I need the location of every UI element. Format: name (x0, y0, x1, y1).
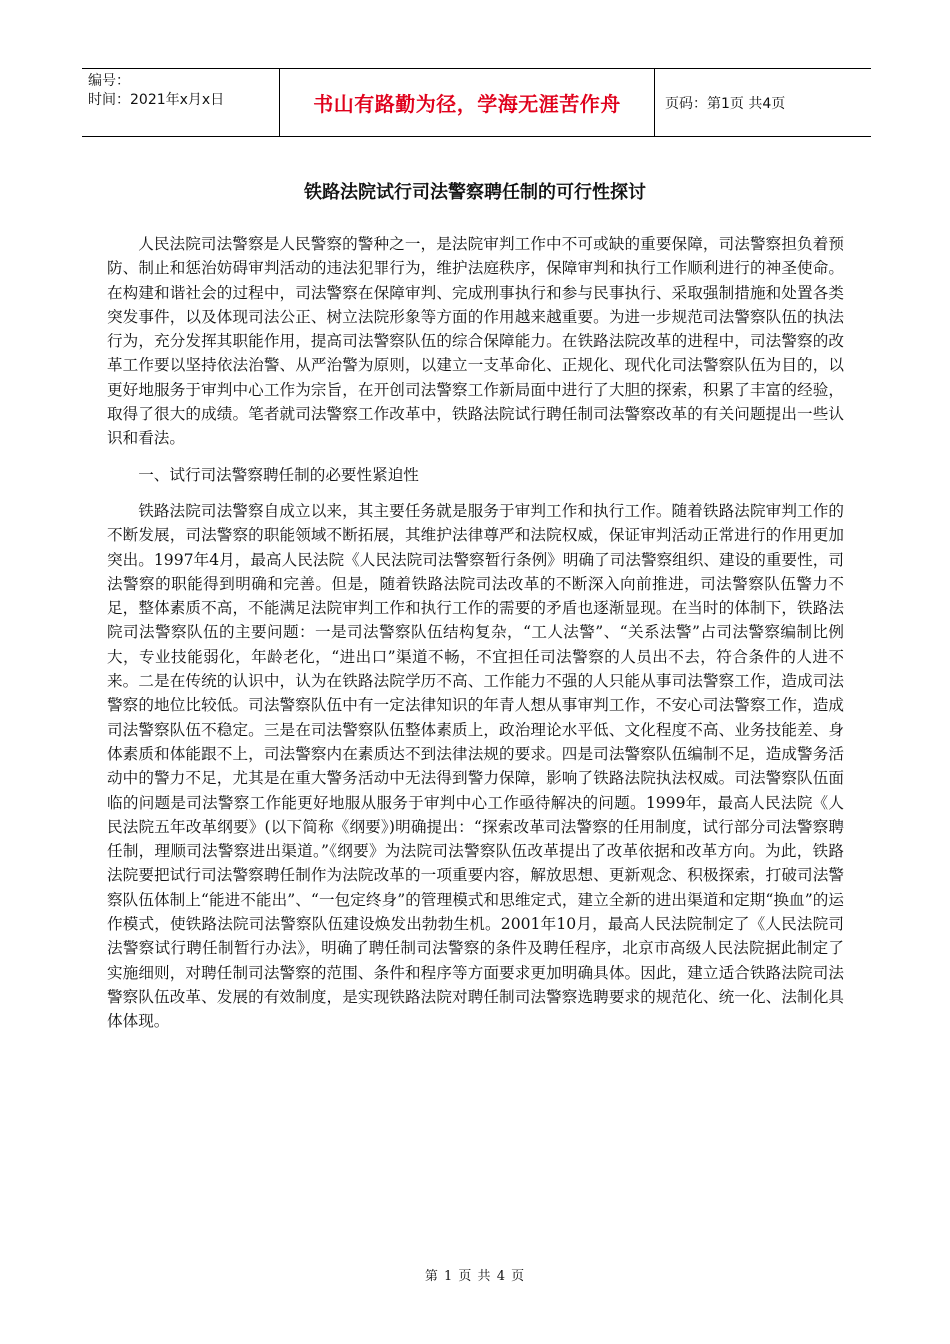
document-header (82, 68, 871, 137)
paragraph-intro: 人民法院司法警察是人民警察的警种之一，是法院审判工作中不可或缺的重要保障，司法警察担负着预防、制止和惩治妨碍审判活动的违法犯罪行为，维护法庭秩序，保障审判和执行工作顺利进行的神圣使命。在构建和谐社会的过程中，司法警察在保障审判、完成刑事执行和参与民事执行、采取强制措施和处置各类突发事件，以及体现司法公正、树立法院形象等方面的作用越来越重要。为进一步规范司法警察队伍的执法行为，充分发挥其职能作用，提高司法警察队伍的综合保障能力。在铁路法院改革的进程中，司法警察的改革工作要以坚持依法治警、从严治警为原则，以建立一支革命化、正规化、现代化司法警察队伍为目的，以更好地服务于审判中心工作为宗旨，在开创司法警察工作新局面中进行了大胆的探索，积累了丰富的经验，取得了很大的成绩。笔者就司法警察工作改革中，铁路法院试行聘任制司法警察改革的有关问题提出一些认识和看法。 (107, 235, 844, 448)
header-meta (82, 69, 280, 136)
document-body (107, 232, 844, 1034)
date-label: 时间：2021年x月x日 (88, 92, 225, 108)
paragraph-section-1: 铁路法院司法警察自成立以来，其主要任务就是服务于审判工作和执行工作。随着铁路法院审判工作的不断发展，司法警察的职能领域不断拓展，其维护法律尊严和法院权威，保证审判活动正常进行的作用更加突出。1997年4月，最高人民法院《人民法院司法警察暂行条例》明确了司法警察组织、建设的重要性，司法警察的职能得到明确和完善。但是，随着铁路法院司法改革的不断深入向前推进，司法警察队伍警力不足，整体素质不高，不能满足法院审判工作和执行工作的需要的矛盾也逐渐显现。在当时的体制下，铁路法院司法警察队伍的主要问题：一是司法警察队伍结构复杂，“工人法警”、“关系法警”占司法警察编制比例大，专业技能弱化，年龄老化，“进出口”渠道不畅，不宜担任司法警察的人员出不去，符合条件的人进不来。二是在传统的认识中，认为在铁路法院学历不高、工作能力不强的人只能从事司法警察工作，造成司法警察的地位比较低。司法警察队伍中有一定法律知识的年青人想从事审判工作，不安心司法警察工作，造成司法警察队伍不稳定。三是在司法警察队伍整体素质上，政治理论水平低、文化程度不高、业务技能差、身体素质和体能跟不上，司法警察内在素质达不到法律法规的要求。四是司法警察队伍编制不足，造成警务活动中的警力不足，尤其是在重大警务活动中无法得到警力保障，影响了铁路法院执法权威。司法警察队伍面临的问题是司法警察工作能更好地服从服务于审判中心工作亟待解决的问题。1999年，最高人民法院《人民法院五年改革纲要》(以下简称《纲要》)明确提出：“探索改革司法警察的任用制度，试行部分司法警察聘任制，理顺司法警察进出渠道。”《纲要》为法院司法警察队伍改革提出了改革依据和改革方向。为此，铁路法院要把试行司法警察聘任制作为法院改革的一项重要内容，解放思想、更新观念、积极探索，打破司法警察队伍体制上“能进不能出”、“一包定终身”的管理模式和思维定式，建立全新的进出渠道和定期“换血”的运作模式，使铁路法院司法警察队伍建设焕发出勃勃生机。2001年10月，最高人民法院制定了《人民法院司法警察试行聘任制暂行办法》，明确了聘任制司法警察的条件及聘任程序，北京市高级人民法院据此制定了实施细则，对聘任制司法警察的范围、条件和程序等方面要求更加明确具体。因此，建立适合铁路法院司法警察队伍改革、发展的有效制度，是实现铁路法院对聘任制司法警察选聘要求的规范化、统一化、法制化具体体现。 (107, 501, 844, 1031)
page-footer: 第 1 页 共 4 页 (424, 1269, 526, 1284)
section-heading-1: 一、试行司法警察聘任制的必要性紧迫性 (138, 465, 419, 484)
document-title: 铁路法院试行司法警察聘任制的可行性探讨 (304, 182, 646, 203)
header-page-info: 页码：第1页 共4页 (665, 95, 786, 112)
header-motto: 书山有路勤为径，学海无涯苦作舟 (280, 69, 655, 136)
serial-label: 编号： (88, 73, 130, 89)
